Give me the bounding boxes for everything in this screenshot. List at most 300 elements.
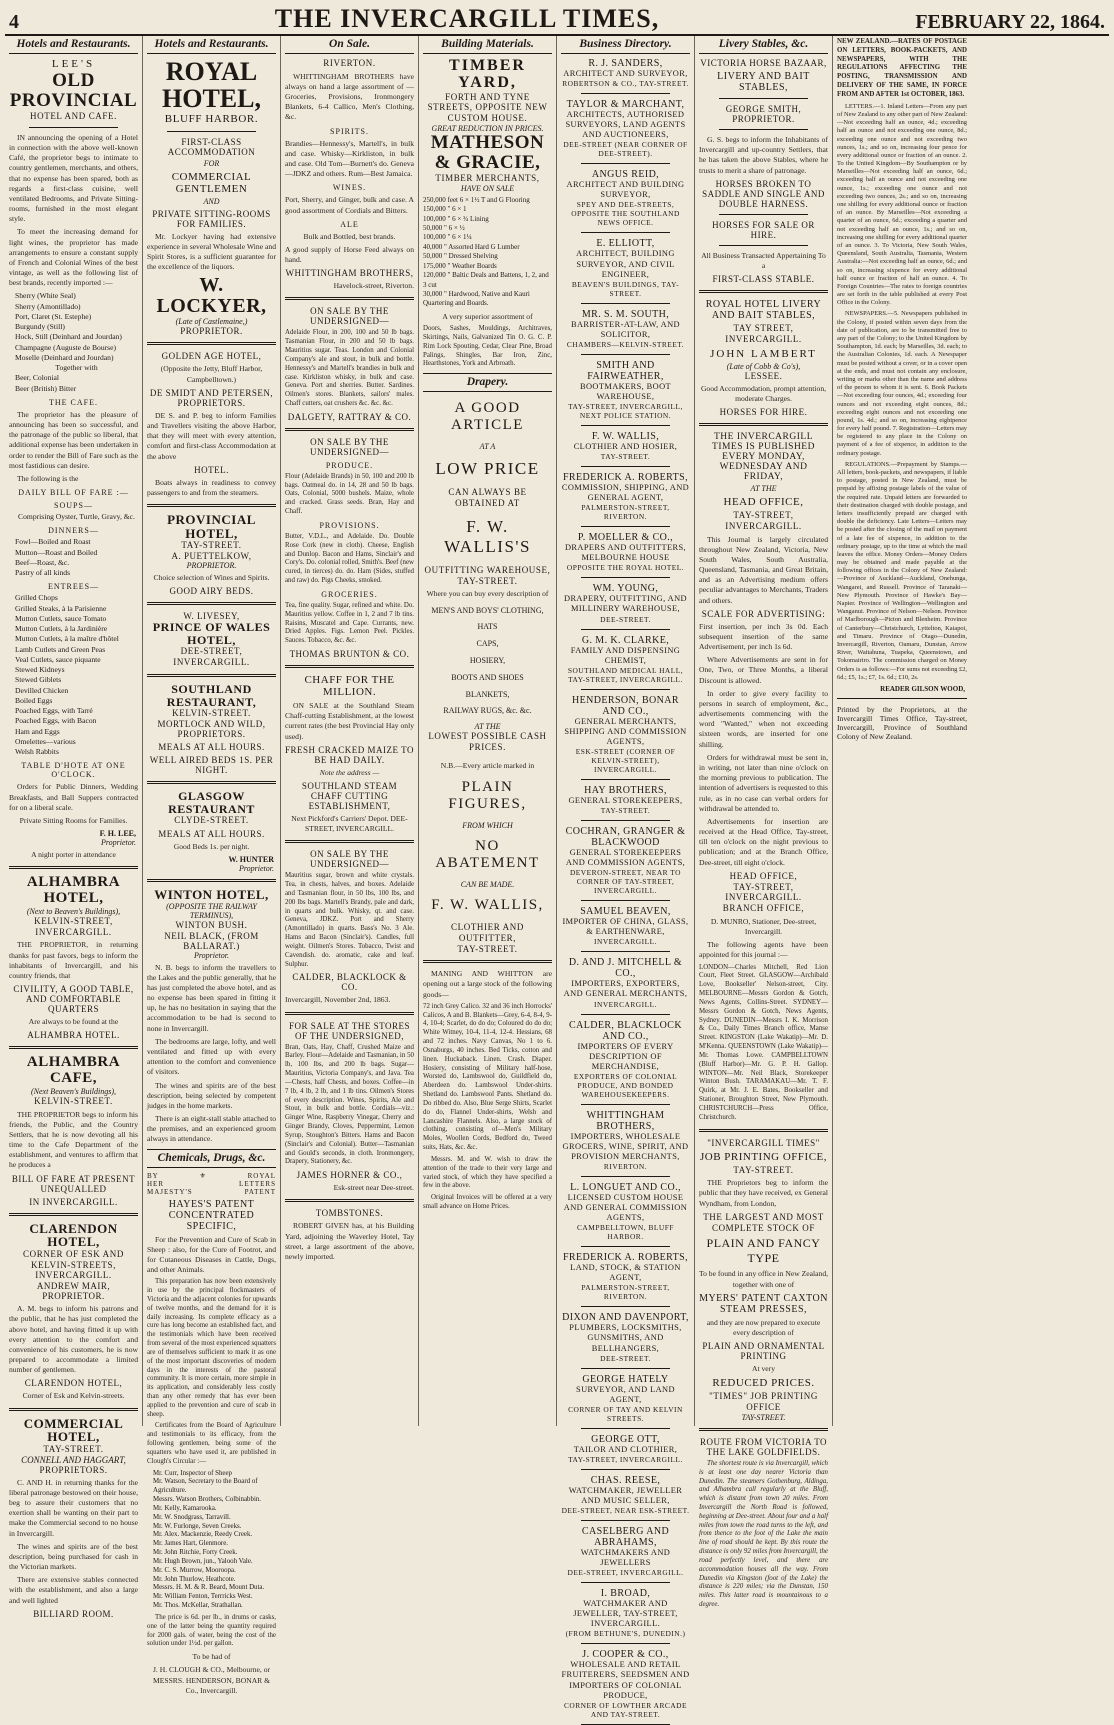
ad-title: W. LOCKYER, bbox=[156, 274, 267, 318]
ad-title: LEE'S bbox=[51, 58, 96, 70]
directory-entry-trade: IMPORTERS, WHOLESALE GROCERS, WINE, SPIRIT, AND PROVISION MERCHANTS, bbox=[562, 1131, 689, 1161]
ad-title: F. W. WALLIS'S bbox=[444, 516, 531, 556]
ad-emphasis: GOOD AIRY BEDS. bbox=[169, 586, 254, 597]
divider bbox=[719, 98, 808, 99]
column-4 bbox=[419, 36, 557, 1426]
divider bbox=[581, 900, 670, 901]
royal-letters-patent bbox=[147, 1188, 276, 1196]
ad-text: CAN BE MADE. bbox=[460, 879, 515, 889]
menu-heading: SOUPS— bbox=[54, 501, 93, 511]
ad-subtitle: WINTON BUSH. bbox=[175, 919, 248, 930]
divider bbox=[581, 303, 670, 304]
column-7 bbox=[833, 36, 971, 1426]
ad-text: Orders for withdrawal must be sent in, in writing, not later than nine o'clock on the morning previous to publication. The intention of advertisers is requested to this rule, as in no case can verbal orders for withdrawal be attended to. bbox=[699, 752, 828, 813]
ad-title: MATHESON & GRACIE, bbox=[430, 131, 545, 173]
ad-title: JOB PRINTING OFFICE, bbox=[699, 1150, 828, 1163]
directory-entry bbox=[561, 695, 690, 774]
ad-title: ROYAL HOTEL LIVERY AND BAIT STABLES, bbox=[705, 299, 822, 322]
directory-entry-name: GEORGE OTT, bbox=[591, 1433, 660, 1445]
divider bbox=[581, 526, 670, 527]
ad-subtitle: FORTH AND TYNE STREETS, OPPOSITE NEW CUSTOM HOUSE. bbox=[427, 91, 548, 124]
ad-note: (Next Beaven's Buildings), bbox=[30, 1086, 117, 1096]
ad-subtitle: TIMBER MERCHANTS, bbox=[435, 172, 540, 183]
directory-entry-address: TAY-STREET. bbox=[600, 452, 651, 462]
directory-entry bbox=[561, 309, 690, 349]
list-item: Sherry (Amontillado) bbox=[15, 301, 81, 311]
divider bbox=[581, 93, 670, 94]
ad-subtitle: OUTFITTING WAREHOUSE, bbox=[424, 564, 551, 575]
ad-subtitle: TAY-STREET, INVERCARGILL. bbox=[725, 881, 802, 903]
divider bbox=[581, 577, 670, 578]
ad-emphasis: MEALS AT ALL HOURS. bbox=[158, 829, 265, 840]
divider bbox=[719, 245, 808, 246]
directory-entry-name: R. J. SANDERS, bbox=[588, 58, 663, 69]
directory-entry-address: PALMERSTON-STREET, RIVERTON. bbox=[581, 503, 670, 522]
list-item: Pastry of all kinds bbox=[15, 568, 71, 578]
southland-restaurant-ad bbox=[147, 683, 276, 775]
directory-entry bbox=[561, 1020, 690, 1099]
divider bbox=[699, 1129, 828, 1132]
list-item: Mr. James Hart, Glenmore. bbox=[153, 1540, 229, 1548]
list-item: Messrs. H. M. & R. Beard, Mount Duta. bbox=[153, 1584, 265, 1592]
directory-entry-address: CORNER OF TAY AND KELVIN STREETS. bbox=[568, 1404, 683, 1423]
section-header: Hotels and Restaurants. bbox=[9, 36, 138, 54]
signature-role: Proprietor. bbox=[238, 864, 274, 874]
ad-proprietor: GEORGE SMITH, PROPRIETOR. bbox=[725, 104, 802, 124]
list-item: 250,000 feet 6 × 1½ T and G Flooring bbox=[423, 195, 530, 204]
ad-subtitle: CLOTHIER AND OUTFITTER, bbox=[451, 921, 524, 943]
ad-text: N. B. begs to inform the travellers to the Lakes and the public generally, that he has just completed the above hotel, and as no expense has been spared in fitting it up, he has no hesitation in saying that the accommodation to be had is second to none in Invercargill. bbox=[147, 962, 276, 1033]
ad-subtitle: TAY-STREET. bbox=[181, 540, 242, 551]
ad-title: F. W. WALLIS, bbox=[431, 896, 544, 913]
ad-proprietor-label: PROPRIETOR. bbox=[186, 561, 237, 571]
list-item: Hock, Still (Deinhard and Jourdan) bbox=[15, 332, 122, 342]
column-5 bbox=[557, 36, 695, 1719]
ad-proprietor: NEIL BLACK, (FROM BALLARAT.) bbox=[164, 930, 259, 951]
ad-text: At very bbox=[752, 1364, 775, 1374]
directory-entry-name: SAMUEL BEAVEN, bbox=[580, 906, 671, 918]
ad-text: FROM WHICH bbox=[462, 820, 513, 830]
menu-heading: PRODUCE. bbox=[325, 460, 374, 470]
ad-title: OLD PROVINCIAL bbox=[9, 70, 138, 112]
ad-title: FOR SALE AT THE STORES OF THE UNDERSIGNED, bbox=[288, 1020, 411, 1041]
list-item: Mr. Alex. Mackenzie, Reedy Creek. bbox=[153, 1531, 253, 1539]
royal-letters-patent bbox=[147, 1172, 276, 1180]
ad-text: D. MUNRO, Stationer, Dee-street, Invercargill. bbox=[710, 916, 817, 937]
divider bbox=[581, 689, 670, 690]
ad-text: A night porter in attendance bbox=[31, 850, 116, 860]
ad-note: ROYAL bbox=[247, 1171, 276, 1180]
ad-emphasis: COMMERCIAL GENTLEMEN bbox=[171, 170, 252, 195]
ad-subtitle: HEAD OFFICE, bbox=[729, 870, 798, 881]
list-item: BLANKETS, bbox=[465, 689, 510, 699]
divider bbox=[581, 951, 670, 952]
menu-heading: DINNERS— bbox=[48, 526, 99, 536]
ad-text: CAN ALWAYS BE OBTAINED AT bbox=[448, 487, 527, 509]
ad-text: 72 inch Grey Calico. 32 and 36 inch Horrocks' Calicos, A and B. Blankets—Grey, 6-4, 8-4, 9-4, 10-4; Scarlet, do do do; Coloured do do do; White Witney, 10-4, 11-4, 12-4. Hessians, 68 and 72 inches. Navy Canvas, No 1 to 6. Osnaburgs, 40 inches. Bed Ticks, cotton and linen. Huckaback. Linen. Crash. Diaper. Hosiery, consisting of Military half-hose, Worsted do, Lambswool do, Guildfield do, Aberdeen do. Lambswool Under-shirts. Shetland do. Lambswool Pants. Shetland do. Do ribbed do. Also, Blue Serge Shirts, Scarlet do do, Flannel Under-shirts, Welsh and Lancashire Flannels. Also, a large stock of clothing, consisting of—Men's Military Moles, Woollen Cords, Bedford do, Tweed suits, Hats, &c. &c. bbox=[423, 1002, 552, 1152]
ad-emphasis: MEALS AT ALL HOURS. bbox=[158, 742, 265, 753]
list-item: Ham and Eggs bbox=[15, 726, 60, 736]
ad-title: HAYES'S PATENT CONCENTRATED SPECIFIC, bbox=[168, 1198, 255, 1232]
ad-text: There are extensive stables connected with the establishment, and also a large and well lighted bbox=[9, 1575, 138, 1605]
directory-entry bbox=[561, 1374, 690, 1423]
divider bbox=[147, 781, 276, 784]
ad-text: Choice selection of Wines and Spirits. bbox=[153, 573, 270, 583]
ad-emphasis: SOUTHLAND STEAM CHAFF CUTTING ESTABLISHMENT, bbox=[301, 780, 398, 811]
ad-title: REDUCED PRICES. bbox=[712, 1377, 815, 1390]
directory-entry bbox=[561, 1434, 690, 1464]
directory-entry bbox=[561, 1312, 690, 1362]
ad-text: To be had of bbox=[192, 1652, 231, 1662]
divider bbox=[581, 1643, 670, 1644]
ad-subtitle: TAY-STREET. bbox=[457, 943, 518, 954]
ad-text: WHITTINGHAM BROTHERS have always on hand a large assortment of — Groceries, Provisions, Ironmongery Blankets, 6-4 Callico, Men's Clothing, &c. bbox=[285, 71, 414, 122]
list-item: Stewed Giblets bbox=[15, 675, 62, 685]
ad-title: PROVINCIAL HOTEL, bbox=[167, 512, 256, 541]
ad-subtitle: "TIMES" JOB PRINTING OFFICE bbox=[709, 1391, 818, 1413]
divider bbox=[581, 354, 670, 355]
ad-title: CLARENDON HOTEL, bbox=[29, 1220, 118, 1250]
ad-text: All Business Transacted Appertaining To a bbox=[701, 250, 826, 270]
ad-title: PLAIN FIGURES, bbox=[448, 778, 527, 812]
directory-entry bbox=[561, 635, 690, 684]
list-item: 50,000 " 6 × ½ bbox=[423, 223, 465, 232]
ad-text: Havelock-street, Riverton. bbox=[333, 281, 414, 291]
ad-title: GLASGOW RESTAURANT bbox=[168, 789, 255, 816]
ad-text: ON SALE at the Southland Steam Chaff-cutting Establishment, at the lowest current rates (the best Provincial Hay only used). bbox=[285, 701, 414, 741]
directory-entry-trade: DRAPERS AND OUTFITTERS, MELBOURNE HOUSE bbox=[564, 543, 687, 563]
ad-text: LONDON—Charles Mitchell, Red Lion Court, Fleet Street. GLASGOW—Archibald Love, Bookseller' Nelson-street, City. MELBOURNE—Messrs Gordon & Gotch, News Agents, Collins-Street. SYDNEY—Messrs Gordon & Gotch, News Agents, Sydney. DUNEDIN—Messrs I. K. Morrison & Co., Daily Times Branch office, Manse Street. KINGSTON (Lake Wakatip)—Mr. D. M'Kenna. QUEENSTOWN (Lake Wakatip)—Mr. Thomas Lowe. CAMPBELLTOWN (Bluff Harbor)—Mr. G. P. H. Gallop. WINTON—Mr. Neil Black, Storekeeper Winton Bush. TARAMAKAU—Mr. T. F. Quirk, at Mr. J. E. Bates, Bookseller and Stationer, Broughton Street, New Plymouth. CHRISTCHURCH—Press Office, Christchurch. bbox=[699, 963, 828, 1121]
signature: READER GILSON WOOD, bbox=[880, 684, 965, 693]
entree-list bbox=[15, 593, 138, 757]
ad-proprietor: JOHN LAMBERT bbox=[710, 347, 817, 360]
lees-hotel-ad bbox=[9, 58, 138, 122]
section-header: Hotels and Restaurants. bbox=[147, 36, 276, 54]
ad-subtitle: DEE-STREET, bbox=[180, 646, 243, 657]
columns bbox=[5, 36, 1109, 1719]
ad-text: Butter, V.D.L., and Adelaide. Do. Double Rose Cork (new in cloth). Cheese, English and Dunlop. Bacon and Hams, Sinclair's and Cory's. Do. colonial rolled, Smith's. Beef (new cured, in tierces) do. do. Ham (Sides, stuffed and raw) do. Pigs Cheeks, smoked. bbox=[285, 532, 414, 585]
ad-title: THE INVERCARGILL TIMES IS PUBLISHED EVERY MONDAY, WEDNESDAY AND FRIDAY, bbox=[712, 431, 815, 482]
divider bbox=[285, 297, 414, 300]
signature: WHITTINGHAM BROTHERS, bbox=[285, 268, 414, 279]
divider bbox=[837, 698, 967, 699]
ad-text: Original Invoices will be offered at a very small advance on Home Prices. bbox=[423, 1194, 552, 1211]
directory-entry-address: DEVERON-STREET, NEAR TO CORNER OF TAY-STREET, INVERCARGILL. bbox=[569, 868, 682, 896]
directory-entry-name: L. LONGUET AND CO., bbox=[570, 1181, 681, 1193]
directory-entry-trade: TAILOR AND CLOTHIER, bbox=[573, 1444, 678, 1454]
ad-proprietor: A. PUETTELKOW, bbox=[171, 551, 252, 562]
ad-subtitle: HOTEL AND CAFE. bbox=[30, 111, 117, 122]
ad-emphasis: PLAIN AND ORNAMENTAL PRINTING bbox=[702, 1341, 825, 1362]
ad-text: Brandies—Hennessy's, Martell's, in bulk and case. Whisky—Kirkliston, in bulk and case. Old Tom—Burnett's do. Geneva—JDKZ and others. Rum—Best Jamaica. bbox=[285, 138, 414, 179]
divider bbox=[581, 629, 670, 630]
divider bbox=[581, 1306, 670, 1307]
ad-text: To be found in any office in New Zealand, together with one of bbox=[699, 1269, 829, 1289]
directory-entry-address: TAY-STREET, INVERCARGILL. bbox=[568, 1454, 683, 1464]
ad-subtitle: TAY-STREET. bbox=[43, 1443, 104, 1454]
menu-heading: GROCERIES. bbox=[321, 589, 378, 599]
list-item: 30,000 " Hardwood, Native and Kauri Quartering and Boards. bbox=[423, 290, 530, 308]
ad-proprietor: DE SMIDT AND PETERSEN, PROPRIETORS. bbox=[149, 387, 274, 408]
directory-entry bbox=[561, 431, 690, 461]
divider bbox=[719, 214, 808, 215]
ad-text: Mr. Lockyer having had extensive experience in several Wholesale Wine and Spirit Stores, is a sufficient guarantee for the excellence of the liquors. bbox=[147, 231, 276, 272]
divider bbox=[581, 1014, 670, 1015]
ad-subtitle: INVERCARGILL. bbox=[173, 657, 250, 668]
list-item: Beer (British) Bitter bbox=[15, 383, 77, 393]
directory-entry bbox=[561, 99, 690, 158]
ad-emphasis: FIRST-CLASS ACCOMMODATION bbox=[167, 136, 256, 157]
directory-entry-trade: IMPORTERS OF EVERY DESCRIPTION OF MERCHANDISE, bbox=[577, 1041, 674, 1071]
ad-emphasis: THE LARGEST AND MOST COMPLETE STOCK OF bbox=[703, 1211, 824, 1233]
ad-text: The proprietor has the pleasure of announcing has been so successful, and the patronage of the public so liberal, that additional expense has been undertaken in order to render the Bill of Fare such as the most fastidious can desire. bbox=[9, 409, 138, 470]
ad-text: For the Prevention and Cure of Scab in Sheep : also, for the Cure of Footrot, and for Cutaneous Diseases in Cattle, Dogs, and other Animals. bbox=[147, 1234, 276, 1275]
ad-title: SOUTHLAND RESTAURANT, bbox=[166, 682, 257, 709]
directory-entry bbox=[561, 472, 690, 521]
directory-entry-address: INVERCARGILL. bbox=[594, 937, 657, 947]
list-item: Poached Eggs, with Bacon bbox=[15, 716, 97, 726]
ad-text: G. S. begs to inform the Inhabitants of Invercargill and up-country Settlers, that he has taken the above Stables, where he trusts to merit a share of patronage. bbox=[699, 135, 828, 175]
ad-emphasis: WELL AIRED BEDS 1S. PER NIGHT. bbox=[149, 755, 274, 776]
divider bbox=[285, 840, 414, 843]
ad-text: N.B.—Every article marked in bbox=[440, 760, 535, 770]
ad-subtitle: CORNER OF ESK AND KELVIN-STREETS, INVERCARGILL. bbox=[23, 1248, 124, 1281]
ad-text: To meet the increasing demand for light wines, the proprietor has made arrangements to ensure a constant supply of French and Colonial Wines of the best vintage, as well as the following list of best brands, recently imported :— bbox=[9, 227, 138, 288]
list-item: Welsh Rabbits bbox=[15, 747, 59, 757]
list-item: Mr. C. S. Murrow, Mooroopa. bbox=[153, 1566, 236, 1574]
list-item: Mr. John Thurlow, Heathcote. bbox=[153, 1575, 236, 1583]
ad-text: A very superior assortment of bbox=[442, 311, 533, 321]
directory-entry-address: BEAVEN'S BUILDINGS, TAY-STREET. bbox=[571, 279, 680, 298]
printer-imprint: Printed by the Proprietors, at the Invercargill Times Office, Tay-street, Invercargill, Province of Southland Colony of New Zealand. bbox=[837, 704, 967, 741]
ad-emphasis: CLARENDON HOTEL, bbox=[24, 1378, 123, 1389]
ad-emphasis: HORSES BROKEN TO SADDLE AND SINGLE AND DOUBLE HARNESS. bbox=[702, 178, 825, 209]
ad-title: ROYAL HOTEL, bbox=[162, 57, 261, 114]
directory-entry-name: E. ELLIOTT, bbox=[596, 238, 655, 250]
section-header: Drapery. bbox=[423, 373, 552, 392]
ad-text: Next Pickford's Carriers' Depot. DEE-STREET, INVERCARGILL. bbox=[291, 813, 408, 834]
ad-subtitle: KELVIN-STREET, INVERCARGILL. bbox=[34, 915, 113, 937]
ad-title: MYERS' PATENT CAXTON STEAM PRESSES, bbox=[699, 1292, 828, 1315]
list-item: Grilled Steaks, à la Parisienne bbox=[15, 603, 107, 613]
ad-text: FOR bbox=[203, 158, 220, 168]
ad-text: Corner of Esk and Kelvin-streets. bbox=[22, 1391, 125, 1401]
column-1 bbox=[5, 36, 143, 1619]
list-item: Boiled Eggs bbox=[15, 695, 53, 705]
divider bbox=[9, 866, 138, 869]
divider bbox=[285, 1199, 414, 1202]
ad-note: (Late of Cobb & Co's), bbox=[726, 361, 801, 371]
menu-heading: ALE bbox=[340, 219, 359, 229]
directory-entry bbox=[561, 58, 690, 88]
directory-entry-address: CAMPBELLTOWN, BLUFF HARBOR. bbox=[577, 1223, 674, 1242]
list-item: Stewed Kidneys bbox=[15, 665, 65, 675]
ad-text: Bran, Oats, Hay, Chaff, Crushed Maize and Barley. Flour—Adelaide and Tasmanian, in 50 lb, 100 lbs, and 200 lb bags. Sugar—Mauritius, Victoria Company's, and Java. Tea—Chests, half Chests, and boxes. Coffee—in 7 lb, 4 lb, 2 lb, and 1 lb tins. Oilmen's Stores of every description. Wines, Spirits, Ale and Stout, in bulk and bottle. Cordials—viz.: Ginger Wine, Raspberry Vinegar, Cherry and Ginger Brandy, Cloves, Peppermint, Lemon Syrup, Stoughton's Bitters. Hams and Bacon (Sinclair's and Colonial). Butter—Tasmanian and Gould's seconds, in cloth. Ironmongery, Drapery, Stationery, &c. bbox=[285, 1043, 414, 1166]
ad-title: VICTORIA HORSE BAZAAR, bbox=[700, 58, 827, 68]
directory-entry-name: I. BROAD, bbox=[600, 1588, 651, 1600]
postage-text: NEWSPAPERS.—5. Newspapers published in the Colony, if posted within seven days from the date of publication, are to be transmitted free to any part of the Colony; to the United Kingdom by Southampton, 1d. each; by Marseilles, 3d. each; to the Australian Colonies, 1d. each. A Newspaper must be posted without a cover, or in a cover open at the ends, and must not contain any enclosure, writing or marks other than the name and address of the person to whom it is sent. 6. Book Packets—Not exceeding four ounces, 4d.; exceeding four ounces and not exceeding eight ounces, 8d.; exceeding eight ounces and not exceeding one pound, 1s. 4d.; and so on, increasing eightpence for every half pound. 7. Registration—Letters may be registered to any place in the Colony on payment of a fee of sixpence, in addition to the ordinary postage. bbox=[837, 310, 967, 457]
list-item: Mutton Cutlets, sauce Tomato bbox=[15, 613, 107, 623]
ad-subtitle: BLUFF HARBOR. bbox=[164, 112, 259, 125]
ad-emphasis: BILL OF FARE AT PRESENT UNEQUALLED bbox=[11, 1173, 136, 1194]
ad-emphasis: FIRST-CLASS STABLE. bbox=[712, 274, 815, 285]
divider bbox=[581, 1520, 670, 1521]
ad-text: Mauritius sugar, brown and white crystals. Tea, in chests, halves, and boxes. Adelaide and Tasmanian flour, in 50 lbs, 100 lbs, and 200 lbs bags. Martell's Brandy, pale and dark, in quarts and bulk. Whisky, qt. and case. Geneva, JDKZ. Port and Sherry (Amontillado) in quarts. Bass's No. 3 Ale. Hams and Bacon (Sinclair's). Candles, full weight. Oilmen's Stores. Tobacco, Twist and Cavendish. do. aromatic, cake and leaf. Sulphur. bbox=[285, 872, 414, 968]
ad-text: and they are now prepared to execute every description of bbox=[706, 1317, 821, 1337]
directory-entry bbox=[561, 1110, 690, 1171]
signature: DALGETY, RATTRAY & CO. bbox=[287, 411, 412, 422]
divider bbox=[699, 1428, 828, 1431]
directory-entry-trade: PLUMBERS, LOCKSMITHS, GUNSMITHS, AND BELLHANGERS, bbox=[569, 1323, 682, 1353]
list-item: Beef—Roast, &c. bbox=[15, 557, 70, 567]
ad-text: Messrs. M. and W. wish to draw the attention of the trade to their very large and varied stock, of which they have specified a few in the above. bbox=[423, 1155, 552, 1190]
ad-subtitle: TAY-STREET, INVERCARGILL. bbox=[725, 509, 802, 531]
list-item: HATS bbox=[477, 622, 498, 632]
divider bbox=[581, 1246, 670, 1247]
divider bbox=[423, 960, 552, 963]
ad-proprietor-label: LESSEE. bbox=[744, 370, 783, 381]
ad-proprietor-label: PROPRIETORS. bbox=[39, 1464, 108, 1475]
ad-text: Esk-street near Dee-street. bbox=[333, 1183, 414, 1193]
list-item: Omelettes—various bbox=[15, 736, 76, 746]
ad-text: The shortest route is via Invercargill, which is at least one day nearer Victoria than Dunedin. The steamers Gothenburg, Aldinga, and Alhambra call regularly at the Bluff, which is distant from town 20 miles. From Invercargill the North Road is followed, beginning at Dee-street. About four and a half miles from town the road turns to the left, and from thence to the foot of the Lake the main line of road should be kept. By this route the distance is only 92 miles from Invercargill, the road perfectly level, and there are accommodation houses all the way. From Dunedin via Kingston (foot of the Lake) the distance is 220 miles; via the Dunstan, 150 miles. This latter road is mountainous to a degree. bbox=[699, 1459, 828, 1609]
ad-text: Port, Sherry, and Ginger, bulk and case. A good assortment of Cordials and Bitters. bbox=[285, 195, 414, 215]
divider bbox=[167, 131, 256, 132]
list-item: Comprising Oyster, Turtle, Gravy, &c. bbox=[18, 512, 135, 522]
ad-note: MAJESTY'S bbox=[147, 1187, 193, 1196]
ad-emphasis: HOTEL. bbox=[194, 464, 229, 475]
ad-proprietor: W. LIVESEY, bbox=[183, 611, 240, 622]
ad-emphasis: CIVILITY, A GOOD TABLE, AND COMFORTABLE QUARTERS bbox=[13, 984, 134, 1015]
ad-title: PLAIN AND FANCY TYPE bbox=[706, 1236, 821, 1266]
list-item: Moselle (Deinhard and Jourdan) bbox=[15, 352, 114, 362]
directory-entry-address: SPEY AND DEE-STREETS, OPPOSITE THE SOUTHLAND NEWS OFFICE. bbox=[571, 200, 680, 228]
ad-text: J. H. CLOUGH & CO., Melbourne, or MESSRS. HENDERSON, BONAR & Co., Invercargill. bbox=[152, 1665, 271, 1695]
issue-date: FEBRUARY 22, 1864. bbox=[915, 11, 1105, 33]
directory-entry bbox=[561, 906, 690, 946]
list-item: CAPS, bbox=[476, 639, 499, 649]
list-item: 100,000 " 6 × ¾ Lining bbox=[423, 214, 489, 223]
ad-text: THE PROPRIETOR begs to inform his friends, the Public, and the Country Settlers, that he is now devoting all his time to the Cafe Department of the establishment, and ventures to affirm that he produces a bbox=[9, 1109, 138, 1170]
directory-entry-trade: WATCHMAKERS AND JEWELLERS bbox=[580, 1547, 671, 1568]
directory-entry-trade: LAND, STOCK, & STATION AGENT, bbox=[570, 1263, 681, 1283]
divider bbox=[581, 425, 670, 426]
ad-title: ROUTE FROM VICTORIA TO THE LAKE GOLDFIELDS. bbox=[699, 1436, 828, 1457]
divider bbox=[147, 342, 276, 345]
signature: CALDER, BLACKLOCK & CO. bbox=[292, 972, 407, 993]
divider bbox=[581, 232, 670, 233]
ad-text: A. M. begs to inform his patrons and the public, that he has just completed the above hotel, and having fitted it up with every attention to the comfort and convenience of his customers, he is now prepared to accommodate a limited number of gentlemen. bbox=[9, 1304, 138, 1375]
directory-entry-trade: COMMISSION, SHIPPING, AND GENERAL AGENT, bbox=[561, 483, 690, 503]
ad-text: Orders for Public Dinners, Wedding Breakfasts, and Ball Suppers contracted for on a liberal scale. bbox=[9, 782, 138, 812]
ad-text: The wines and spirits are of the best description, being selected by competent judges in the home markets. bbox=[147, 1080, 276, 1110]
divider bbox=[581, 779, 670, 780]
directory-entry-name: J. COOPER & CO., bbox=[582, 1649, 669, 1661]
goods-list bbox=[423, 603, 552, 721]
directory-entry-name: DIXON AND DAVENPORT, bbox=[562, 1312, 689, 1324]
royal-hotel-ad bbox=[147, 58, 276, 126]
directory-entry-address: CHAMBERS—KELVIN-STREET. bbox=[566, 339, 685, 349]
ad-subtitle: KELVIN-STREET. bbox=[34, 1095, 113, 1106]
list-item: Mr. John Ritchie, Forty Creek. bbox=[153, 1549, 238, 1557]
directory-entry-name: ANGUS REID, bbox=[591, 169, 660, 181]
directory-entry-trade: IMPORTERS, EXPORTERS, AND GENERAL MERCHANTS, bbox=[563, 979, 688, 999]
ad-text: Private Sitting Rooms for Families. bbox=[19, 815, 128, 825]
signature: JAMES HORNER & CO., bbox=[296, 1170, 403, 1181]
divider bbox=[285, 1012, 414, 1015]
masthead bbox=[5, 4, 1109, 36]
list-item: Poached Eggs, with Tarré bbox=[15, 706, 93, 716]
list-item: Mutton Cutlets, à la maître d'hôtel bbox=[15, 634, 119, 644]
ad-text: Are always to be found at the bbox=[28, 1017, 119, 1027]
signature: F. H. LEE, bbox=[99, 829, 136, 839]
ad-subtitle: TAY-STREET. bbox=[457, 575, 518, 586]
alhambra-hotel-ad bbox=[9, 875, 138, 937]
provincial-hotel-ad bbox=[147, 513, 276, 596]
ad-emphasis: PRIVATE SITTING-ROOMS FOR FAMILIES. bbox=[152, 208, 271, 229]
ad-title: ALHAMBRA CAFE, bbox=[26, 1054, 121, 1086]
divider bbox=[581, 1176, 670, 1177]
directory-entry-trade: DRAPERY, OUTFITTING, AND MILLINERY WAREHOUSE, bbox=[564, 594, 687, 614]
list-item: 40,000 " Assorted Hard G Lumber bbox=[423, 242, 520, 251]
directory-entry-name: SMITH AND FAIRWEATHER, bbox=[587, 359, 664, 382]
ad-text: DE S. and P. beg to inform Families and Travellers visiting the above Harbor, that they will meet with every attention, comfort and first-class Accommodation at the above bbox=[147, 410, 276, 461]
directory-entry-name: HAY BROTHERS, bbox=[584, 784, 667, 796]
divider bbox=[147, 879, 276, 882]
directory-entry bbox=[561, 785, 690, 815]
list-item: Mr. Curr, Inspector of Sheep bbox=[153, 1469, 232, 1477]
dinner-list bbox=[15, 537, 138, 578]
newspaper-title: THE INVERCARGILL TIMES, bbox=[274, 4, 660, 33]
divider bbox=[581, 1104, 670, 1105]
postage-heading: NEW ZEALAND.—RATES OF POSTAGE ON LETTERS, BOOK-PACKETS, AND NEWSPAPERS, WITH THE REGULATIONS AFFECTING THE POSTING, TRANSMISSION AND DELIVERY OF THE SAME, IN FORCE FROM AND AFTER 1st OCTOBER, 1863. bbox=[837, 38, 967, 98]
newspaper-page bbox=[5, 4, 1109, 1719]
page-number: 4 bbox=[9, 11, 19, 33]
list-item: RAILWAY RUGS, &c. &c. bbox=[443, 706, 532, 716]
ad-text: C. AND H. in returning thanks for the liberal patronage bestowed on their house, beg to assure their customers that no exertion shall be wanting on their part to make the Commercial second to no house in Invercargill. bbox=[9, 1477, 138, 1538]
ad-text: Flour (Adelaide Brands) in 50, 100 and 200 lb bags. Oatmeal do. in 14, 28 and 50 lb bags. Oats, Colonial, 5000 bushels. Maize, whole and cracked. Grass seeds. Bran, Hay and Chaff. bbox=[285, 472, 414, 516]
ad-note: LETTERS bbox=[239, 1179, 276, 1188]
ad-text: Invercargill, November 2nd, 1863. bbox=[285, 995, 391, 1005]
ad-proprietor: CONNELL AND HAGGART, bbox=[21, 1454, 126, 1465]
section-header: Building Materials. bbox=[423, 36, 552, 54]
ad-note: GREAT REDUCTION IN PRICES. bbox=[431, 123, 544, 133]
ad-text: The bedrooms are large, lofty, and well ventilated and fitted up with every attention to the comfort and convenience of visitors. bbox=[147, 1036, 276, 1077]
ad-text: There is an eight-stall stable attached to the premises, and an experienced groom always in attendance. bbox=[147, 1114, 276, 1144]
section-header: Chemicals, Drugs, &c. bbox=[147, 1149, 276, 1168]
ad-text: AT A bbox=[479, 442, 496, 452]
timber-stock-list bbox=[423, 196, 552, 309]
directory-entry bbox=[561, 1182, 690, 1241]
directory-entry-address: TAY-STREET. bbox=[600, 806, 651, 816]
divider bbox=[581, 820, 670, 821]
directory-entry-trade: GENERAL STOREKEEPERS AND COMMISSION AGENTS, bbox=[565, 848, 686, 868]
ad-text: Certificates from the Board of Agriculture and testimonials to its efficacy, from the following gentlemen, being some of the squatters who have used it, are published in Clough's Circular :— bbox=[147, 1422, 276, 1465]
signature: THOMAS BRUNTON & CO. bbox=[289, 649, 410, 660]
ad-text: Doors, Sashes, Mouldings, Architraves, Skirtings, Nails, Galvanized Tin O. G. C. P. Rim Lock Spouting, Cedar, Clear Pine, Broad Palings, Shingles, Bar Iron, Zinc, Hearthstones, York and Arbroath. bbox=[423, 325, 552, 368]
list-item: Mr. W. Snodgrass, Tarravill. bbox=[153, 1513, 231, 1521]
directory-entry-address: DEE-STREET, NEAR ESK-STREET. bbox=[561, 1505, 690, 1515]
ad-title: "INVERCARGILL TIMES" bbox=[707, 1137, 820, 1148]
ad-text: THE PROPRIETOR, in returning thanks for past favors, begs to inform the inhabitants of Invercargill, and his country friends, that bbox=[9, 940, 138, 980]
ad-text: The following is the bbox=[17, 473, 79, 483]
ad-text: Tea, fine quality. Sugar, refined and white. Do. Mauritius yellow. Coffee in 1, 2 and 7 lb tins. Raisins, Muscatel and Cape. Currants, new. Dried Apples. Figs. Lemon Peel. Pickles. Sauces. Tobacco, &c. &c. bbox=[285, 601, 414, 645]
divider bbox=[581, 1469, 670, 1470]
directory-entry-address: OPPOSITE THE ROYAL HOTEL. bbox=[566, 563, 685, 573]
ad-text: First insertion, per inch 3s 0d. Each subsequent insertion of the same Advertisement, per inch 1s 6d. bbox=[699, 621, 828, 652]
ad-note: (Next to Beaven's Buildings), bbox=[26, 906, 121, 916]
directory-entry-address: TAY-STREET, INVERCARGILL, NEXT POLICE STATION. bbox=[568, 402, 683, 421]
